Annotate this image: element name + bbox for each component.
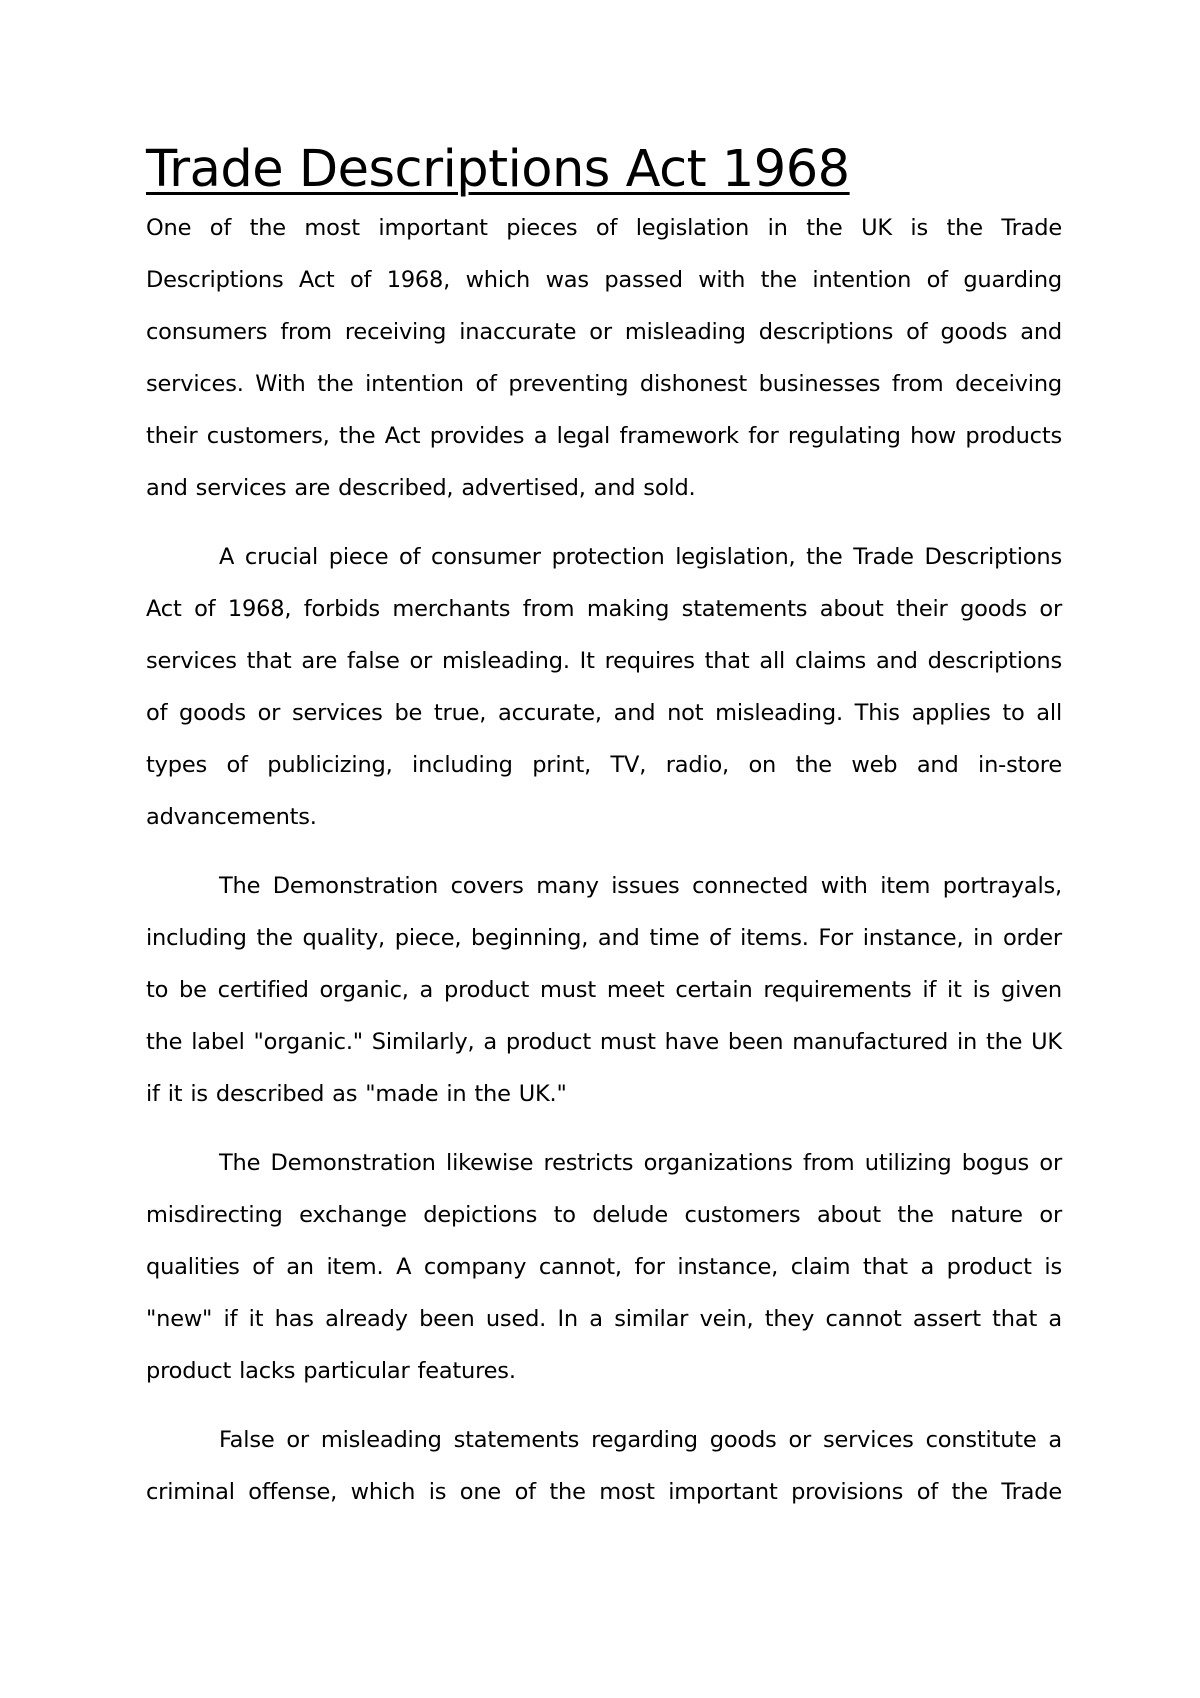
document-body: [146, 140, 1062, 1518]
paragraph-consumer-protection: A crucial piece of consumer protection legislation, the Trade Descriptions Act of 1968, forbids merchants from making statements about their goods or services that are false or misleading. It requires that all claims and descriptions of goods or services be true, accurate, and not misleading. This applies to all types of publicizing, including print, TV, radio, on the web and in-store advancements.: [146, 544, 1062, 830]
document-title: Trade Descriptions Act 1968: [146, 140, 850, 199]
paragraph-criminal-offense: False or misleading statements regarding goods or services constitute a criminal offense, which is one of the most important provisions of the Trade: [146, 1427, 1062, 1505]
paragraph-item-portrayals: The Demonstration covers many issues connected with item portrayals, including the quality, piece, beginning, and time of items. For instance, in order to be certified organic, a product must meet certain requirements if it is given the label "organic." Similarly, a product must have been manufactured in the UK if it is described as "made in the UK.": [146, 873, 1062, 1107]
paragraph-intro: One of the most important pieces of legislation in the UK is the Trade Descriptions Act of 1968, which was passed with the intention of guarding consumers from receiving inaccurate or misleading descriptions of goods and services. With the intention of preventing dishonest businesses from deceiving their customers, the Act provides a legal framework for regulating how products and services are described, advertised, and sold.: [146, 215, 1062, 501]
paragraph-misdirecting-depictions: The Demonstration likewise restricts organizations from utilizing bogus or misdirecting exchange depictions to delude customers about the nature or qualities of an item. A company cannot, for instance, claim that a product is "new" if it has already been used. In a similar vein, they cannot assert that a product lacks particular features.: [146, 1150, 1062, 1384]
